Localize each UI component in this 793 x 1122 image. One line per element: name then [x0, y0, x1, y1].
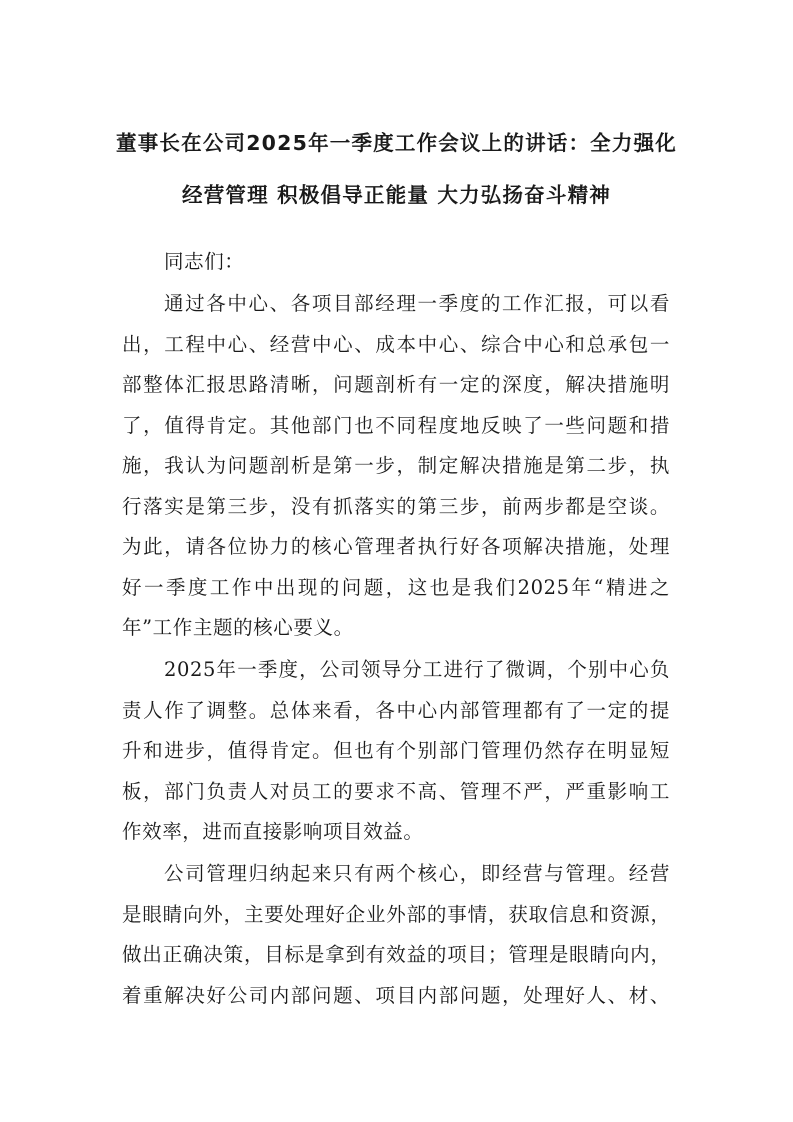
paragraph-3-line-3: 做出正确决策，目标是拿到有效益的项目；管理是眼睛向内， [122, 943, 670, 966]
paragraph-3-line-1: 公司管理归纳起来只有两个核心，即经营与管理。经营 [164, 862, 670, 885]
paragraph-1-line-7: 为此，请各位协力的核心管理者执行好各项解决措施，处理 [122, 535, 670, 558]
document-title-line-1: 董事长在公司2025年一季度工作会议上的讲话：全力强化 [116, 131, 677, 155]
paragraph-2-line-4: 板，部门负责人对员工的要求不高、管理不严，严重影响工 [122, 779, 670, 803]
paragraph-1-line-3: 部整体汇报思路清晰，问题剖析有一定的深度，解决措施明 [122, 373, 670, 396]
paragraph-3-line-2: 是眼睛向外，主要处理好企业外部的事情，获取信息和资源， [122, 902, 670, 926]
paragraph-1-line-6: 行落实是第三步，没有抓落实的第三步，前两步都是空谈。 [122, 494, 670, 518]
paragraph-1-line-4: 了，值得肯定。其他部门也不同程度地反映了一些问题和措 [122, 413, 670, 437]
paragraph-2-line-3: 升和进步，值得肯定。但也有个别部门管理仍然存在明显短 [122, 739, 670, 762]
paragraph-2-line-5: 作效率，进而直接影响项目效益。 [122, 820, 424, 843]
paragraph-3-line-4: 着重解决好公司内部问题、项目内部问题，处理好人、材、 [122, 983, 670, 1007]
paragraph-2-line-1: 2025年一季度，公司领导分工进行了微调，个别中心负 [164, 658, 670, 681]
paragraph-1-line-9: 年”工作主题的核心要义。 [122, 616, 354, 639]
salutation: 同志们： [164, 250, 245, 273]
paragraph-1-line-1: 通过各中心、各项目部经理一季度的工作汇报，可以看 [164, 292, 670, 315]
paragraph-1-line-8: 好一季度工作中出现的问题，这也是我们2025年“精进之 [122, 575, 670, 599]
paragraph-1-line-2: 出，工程中心、经营中心、成本中心、综合中心和总承包一 [122, 332, 670, 356]
paragraph-2-line-2: 责人作了调整。总体来看，各中心内部管理都有了一定的提 [122, 698, 670, 722]
paragraph-1-line-5: 施，我认为问题剖析是第一步，制定解决措施是第二步，执 [122, 454, 670, 477]
document-title-line-2: 经营管理 积极倡导正能量 大力弘扬奋斗精神 [182, 183, 611, 207]
